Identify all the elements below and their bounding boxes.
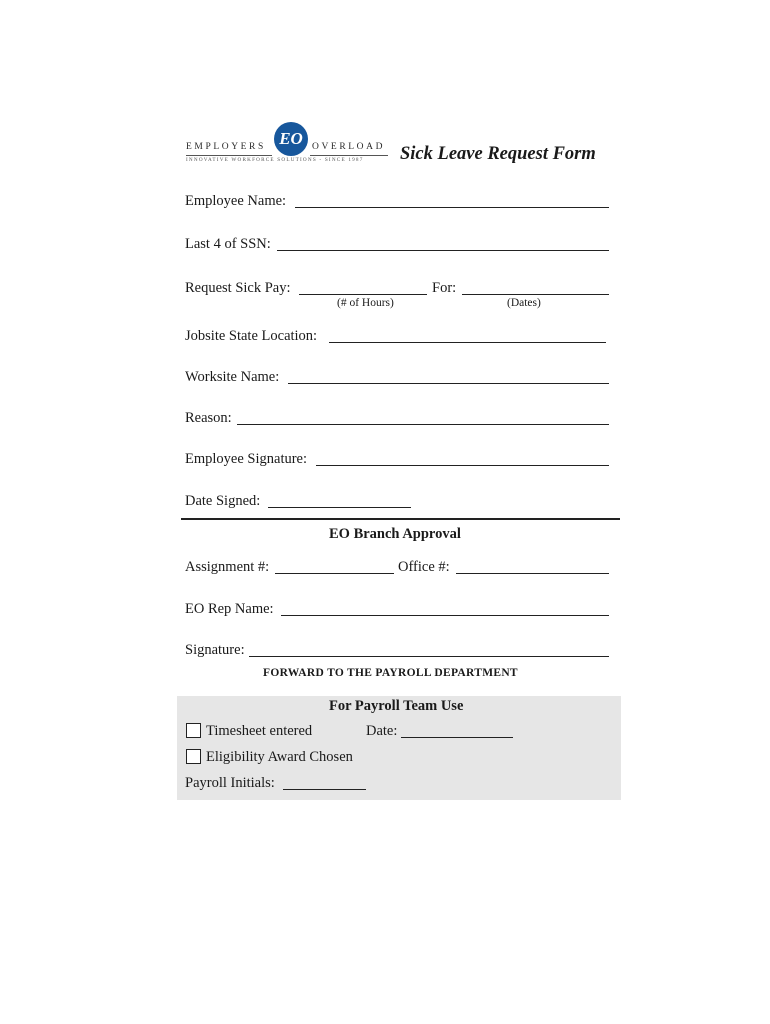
timesheet-checkbox[interactable] [186,723,201,738]
hours-caption: (# of Hours) [337,297,394,309]
logo-word-right: OVERLOAD [312,142,386,152]
form-title: Sick Leave Request Form [400,144,596,164]
date-signed-label: Date Signed: [185,493,261,509]
payroll-heading: For Payroll Team Use [329,698,464,714]
logo-rule-left [186,155,272,156]
ssn-field[interactable] [277,250,609,251]
reason-field[interactable] [237,424,609,425]
jobsite-state-field[interactable] [329,342,606,343]
employee-name-label: Employee Name: [185,193,287,209]
employee-signature-field[interactable] [316,465,609,466]
employee-signature-label: Employee Signature: [185,451,308,467]
payroll-initials-label: Payroll Initials: [185,775,275,791]
request-sick-pay-label: Request Sick Pay: [185,280,291,296]
branch-signature-label: Signature: [185,642,245,658]
payroll-initials-field[interactable] [283,789,366,790]
assignment-field[interactable] [275,573,394,574]
forward-notice: FORWARD TO THE PAYROLL DEPARTMENT [263,667,518,679]
logo-tagline: INNOVATIVE WORKFORCE SOLUTIONS - SINCE 1987 [186,157,364,163]
rep-name-field[interactable] [281,615,609,616]
branch-approval-heading: EO Branch Approval [329,526,461,542]
company-logo [184,122,392,166]
eligibility-label: Eligibility Award Chosen [206,749,353,765]
logo-word-left: EMPLOYERS [186,142,266,152]
date-signed-field[interactable] [268,507,411,508]
payroll-date-label: Date: [366,723,398,739]
rep-name-label: EO Rep Name: [185,601,274,617]
eligibility-checkbox[interactable] [186,749,201,764]
dates-field[interactable] [462,294,609,295]
jobsite-state-label: Jobsite State Location: [185,328,318,344]
reason-label: Reason: [185,410,232,426]
timesheet-label: Timesheet entered [206,723,313,739]
for-label: For: [432,280,457,296]
hours-field[interactable] [299,294,427,295]
dates-caption: (Dates) [507,297,541,309]
assignment-label: Assignment #: [185,559,270,575]
branch-signature-field[interactable] [249,656,609,657]
section-divider [181,518,620,520]
ssn-label: Last 4 of SSN: [185,236,271,252]
employee-name-field[interactable] [295,207,609,208]
worksite-name-field[interactable] [288,383,609,384]
logo-rule-right [310,155,388,156]
logo-badge: EO [274,122,308,156]
office-field[interactable] [456,573,609,574]
worksite-name-label: Worksite Name: [185,369,280,385]
office-label: Office #: [398,559,450,575]
payroll-date-field[interactable] [401,737,513,738]
